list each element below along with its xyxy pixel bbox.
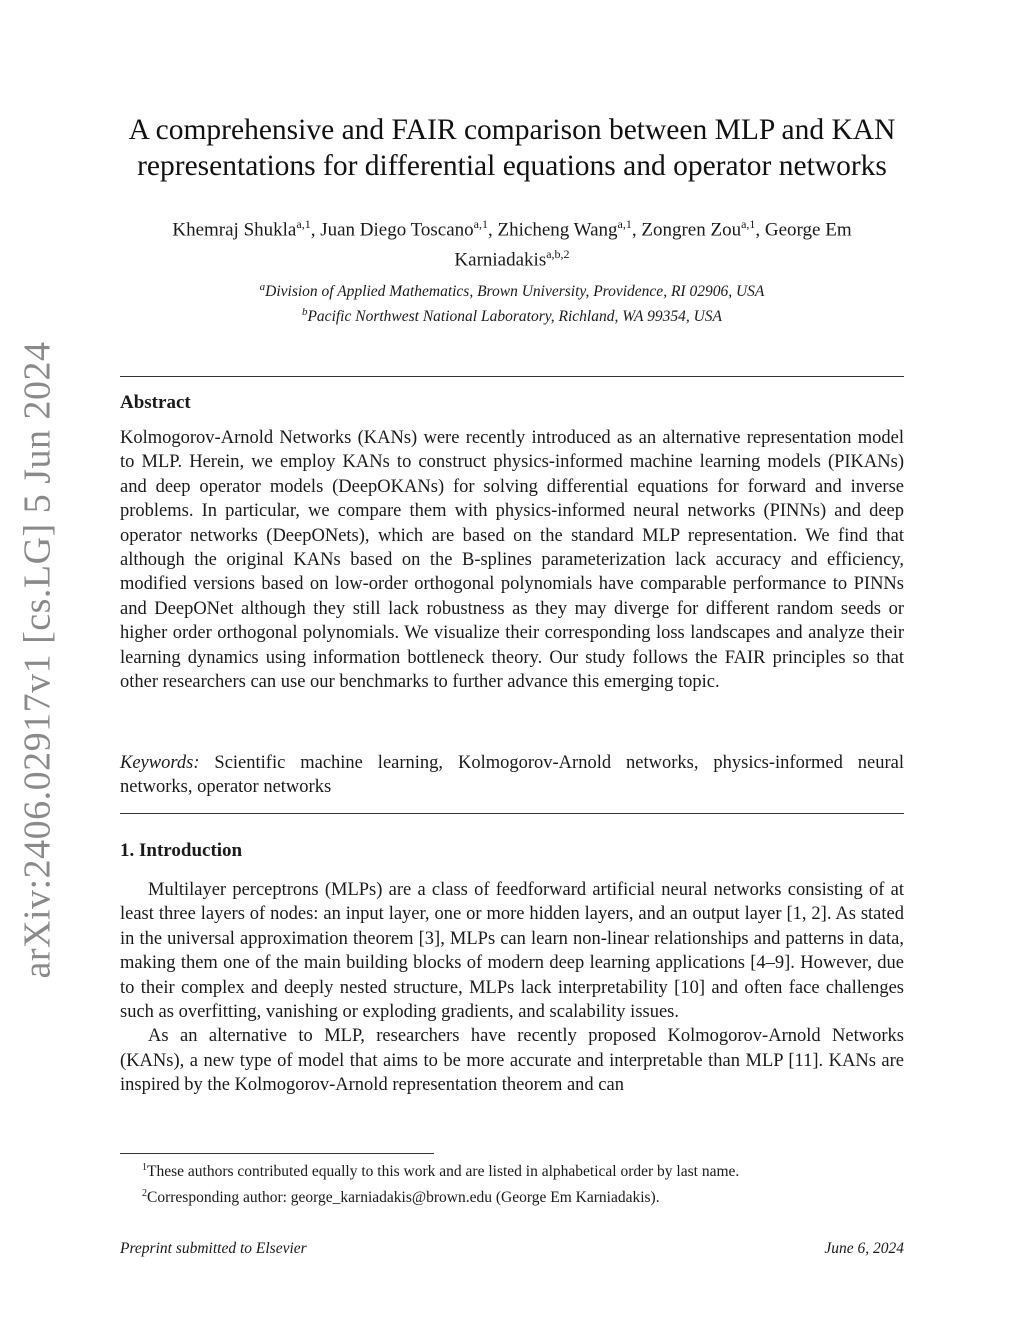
paper-title xyxy=(120,112,904,184)
footnote-text: Corresponding author: george_karniadakis@brown.edu (George Em Karniadakis). xyxy=(147,1189,660,1207)
author-affiliation-mark: a,1 xyxy=(617,217,632,231)
author-list: Khemraj Shukla$^{a,1}$, Juan Diego Toscano$^{a,1}$, Zhicheng Wang$^{a,1}$, Zongren Zou$^{a,1}$, George Em Karniadakis$^{a,b,2}$ xyxy=(172,217,852,271)
footnote-2 xyxy=(120,1183,904,1209)
author-name: George Em Karniadakis xyxy=(454,219,852,271)
keywords xyxy=(120,751,904,800)
affiliation-mark: a xyxy=(259,281,266,293)
footer-journal-note: Preprint submitted to Elsevier xyxy=(120,1240,307,1257)
author-name: Zhicheng Wang xyxy=(497,219,618,241)
affiliation-b xyxy=(120,302,904,327)
title-line-1: A comprehensive and FAIR comparison between MLP and KAN xyxy=(128,114,896,146)
paragraph: As an alternative to MLP, researchers have recently proposed Kolmogorov-Arnold Networks (KANs), a new type of model that aims to be more accurate and interpretable than MLP [11]. KANs are inspired by the Kolmogorov-Arnold representation theorem and can xyxy=(120,1026,904,1096)
paragraph: Multilayer perceptrons (MLPs) are a class of feedforward artificial neural networks consisting of at least three layers of nodes: an input layer, one or more hidden layers, and an output layer [1, 2]. As stated in the universal approximation theorem [3], MLPs can learn non-linear relationships and patterns in data, making them one of the main building blocks of modern deep learning applications [4–9]. However, due to their complex and deeply nested structure, MLPs lack interpretability [10] and often face challenges such as overfitting, vanishing or exploding gradients, and scalability issues. xyxy=(120,880,904,1023)
footnote-mark: 2 xyxy=(142,1188,147,1200)
author-affiliation-mark: a,1 xyxy=(741,217,756,231)
author-name: Juan Diego Toscano xyxy=(320,219,474,241)
footer-date: June 6, 2024 xyxy=(824,1240,904,1257)
author-name: Khemraj Shukla xyxy=(172,219,297,241)
author-name: Zongren Zou xyxy=(641,219,742,241)
abstract-top-rule xyxy=(120,376,904,377)
footnote-text: These authors contributed equally to this work and are listed in alphabetical order by last name. xyxy=(147,1163,740,1181)
footnote-rule xyxy=(120,1153,434,1154)
arxiv-identifier xyxy=(6,341,68,979)
abstract-bottom-rule xyxy=(120,813,904,814)
introduction-body xyxy=(120,878,904,1098)
author-affiliation-mark: a,1 xyxy=(296,217,311,231)
title-line-2: representations for differential equations and operator networks xyxy=(137,150,887,182)
affiliation-text: Division of Applied Mathematics, Brown University, Providence, RI 02906, USA xyxy=(265,283,765,301)
footnotes xyxy=(120,1157,904,1209)
author-affiliation-mark: a,1 xyxy=(473,217,488,231)
affiliations xyxy=(120,277,904,327)
footnote-1 xyxy=(120,1157,904,1183)
abstract-text: Kolmogorov-Arnold Networks (KANs) were recently introduced as an alternative representation model to MLP. Herein, we employ KANs to construct physics-informed machine learning models (PIKANs) and deep operator models (DeepOKANs) for solving differential equations for forward and inverse problems. In particular, we compare them with physics-informed neural networks (PINNs) and deep operator networks (DeepONets), which are based on the standard MLP representation. We find that although the original KANs based on the B-splines parameterization lack accuracy and efficiency, modified versions based on low-order orthogonal polynomials have comparable performance to PINNs and DeepONet although they still lack robustness as they may diverge for different random seeds or higher order orthogonal polynomials. We visualize their corresponding loss landscapes and analyze their learning dynamics using information bottleneck theory. Our study follows the FAIR principles so that other researchers can use our benchmarks to further advance this emerging topic. xyxy=(120,428,904,693)
section-heading-introduction: 1. Introduction xyxy=(120,840,243,861)
author-affiliation-mark: a,b,2 xyxy=(546,247,570,262)
abstract-heading: Abstract xyxy=(120,392,191,413)
arxiv-identifier-text: arXiv:2406.02917v1 [cs.LG] 5 Jun 2024 xyxy=(16,341,59,979)
affiliation-mark: b xyxy=(301,306,308,319)
keywords-text: Scientific machine learning, Kolmogorov-Arnold networks, physics-informed neural networks, operator networks xyxy=(120,753,904,798)
affiliation-text: Pacific Northwest National Laboratory, Richland, WA 99354, USA xyxy=(307,308,723,326)
keywords-label: Keywords: xyxy=(120,753,200,773)
footnote-mark: 1 xyxy=(142,1162,147,1173)
affiliation-a xyxy=(120,277,904,302)
